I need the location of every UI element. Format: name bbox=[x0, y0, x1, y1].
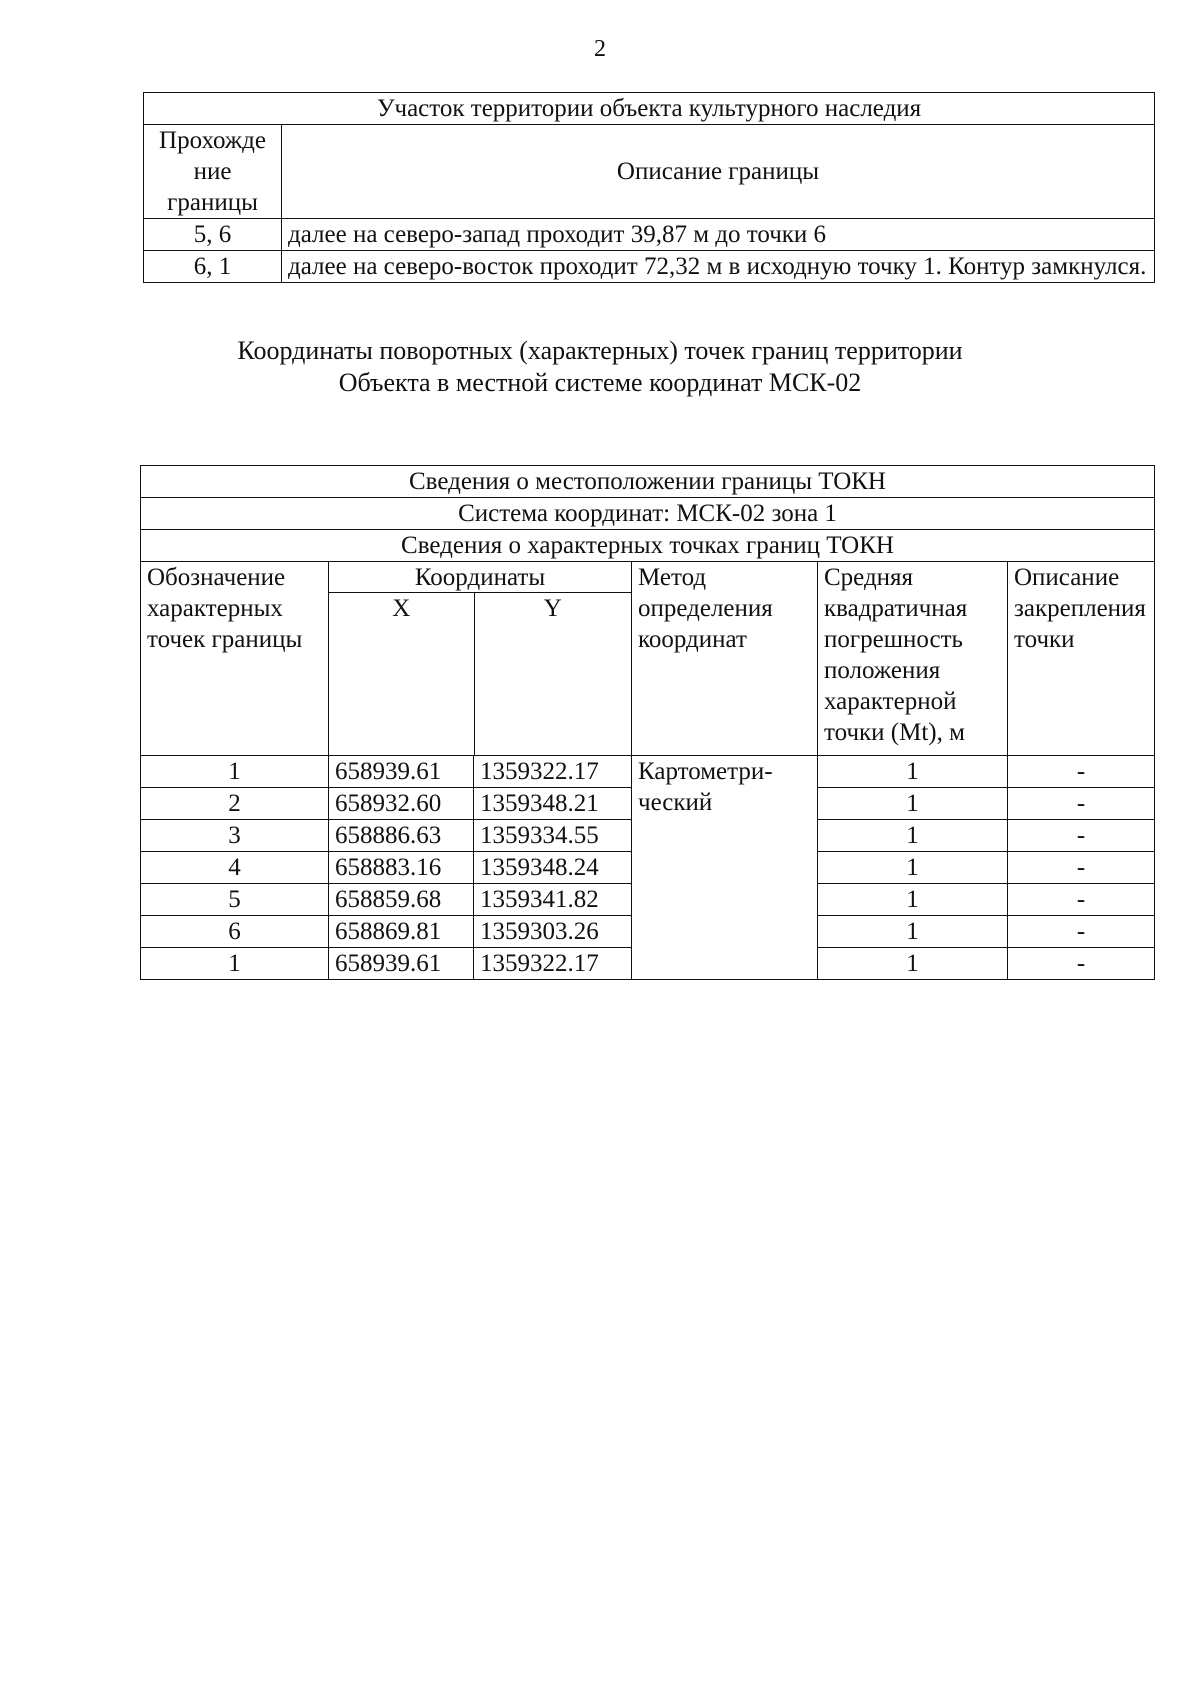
method-cell: Картометри-ческий bbox=[632, 756, 818, 980]
column-header-row bbox=[141, 562, 1155, 756]
y-cell: 1359322.17 bbox=[474, 756, 632, 788]
x-cell: 658939.61 bbox=[329, 948, 474, 980]
table-header-row bbox=[144, 125, 1155, 219]
table-row bbox=[144, 251, 1155, 283]
x-cell: 658939.61 bbox=[329, 756, 474, 788]
page-number: 2 bbox=[594, 36, 606, 62]
heading-row bbox=[141, 466, 1155, 498]
fixing-cell: - bbox=[1008, 916, 1155, 948]
table-row bbox=[144, 219, 1155, 251]
point-cell: 2 bbox=[141, 788, 329, 820]
column-header-method: Метод определения координат bbox=[632, 562, 818, 756]
point-cell: 1 bbox=[141, 948, 329, 980]
y-cell: 1359348.24 bbox=[474, 852, 632, 884]
table-heading-coordinate-system: Система координат: МСК-02 зона 1 bbox=[141, 498, 1155, 530]
table-heading-location: Сведения о местоположении границы ТОКН bbox=[141, 466, 1155, 498]
column-header-fixing: Описание закрепления точки bbox=[1008, 562, 1155, 756]
point-cell: 5 bbox=[141, 884, 329, 916]
error-cell: 1 bbox=[818, 916, 1008, 948]
table-title: Участок территории объекта культурного наследия bbox=[144, 93, 1155, 125]
column-header-y: Y bbox=[474, 593, 631, 756]
coordinates-table bbox=[140, 465, 1155, 980]
section-title-line-2: Объекта в местной системе координат МСК-02 bbox=[338, 368, 862, 397]
point-cell: 3 bbox=[141, 820, 329, 852]
error-cell: 1 bbox=[818, 788, 1008, 820]
y-cell: 1359303.26 bbox=[474, 916, 632, 948]
column-header-passage: Прохожде ние границы bbox=[144, 125, 282, 219]
x-cell: 658859.68 bbox=[329, 884, 474, 916]
coordinates-label: Координаты bbox=[414, 564, 546, 591]
column-header-coordinates bbox=[329, 562, 632, 756]
boundary-description-table bbox=[143, 92, 1155, 283]
error-cell: 1 bbox=[818, 884, 1008, 916]
table-heading-points: Сведения о характерных точках границ ТОКН bbox=[141, 530, 1155, 562]
description-cell: далее на северо-запад проходит 39,87 м до точки 6 bbox=[282, 219, 1155, 251]
error-cell: 1 bbox=[818, 948, 1008, 980]
coordinates-subheader bbox=[329, 592, 631, 755]
heading-row bbox=[141, 498, 1155, 530]
error-cell: 1 bbox=[818, 820, 1008, 852]
heading-row bbox=[141, 530, 1155, 562]
fixing-cell: - bbox=[1008, 852, 1155, 884]
column-header-error: Средняя квадратичная погрешность положения характерной точки (Mt), м bbox=[818, 562, 1008, 756]
point-cell: 4 bbox=[141, 852, 329, 884]
y-cell: 1359334.55 bbox=[474, 820, 632, 852]
y-cell: 1359348.21 bbox=[474, 788, 632, 820]
section-title-line-1: Координаты поворотных (характерных) точек границ территории bbox=[237, 336, 963, 365]
table-row bbox=[141, 756, 1155, 788]
x-cell: 658932.60 bbox=[329, 788, 474, 820]
fixing-cell: - bbox=[1008, 788, 1155, 820]
point-cell: 1 bbox=[141, 756, 329, 788]
fixing-cell: - bbox=[1008, 884, 1155, 916]
error-cell: 1 bbox=[818, 852, 1008, 884]
column-header-point: Обозначение характерных точек границы bbox=[141, 562, 329, 756]
x-cell: 658883.16 bbox=[329, 852, 474, 884]
x-cell: 658886.63 bbox=[329, 820, 474, 852]
passage-cell: 6, 1 bbox=[144, 251, 282, 283]
point-cell: 6 bbox=[141, 916, 329, 948]
description-cell: далее на северо-восток проходит 72,32 м в исходную точку 1. Контур замкнулся. bbox=[282, 251, 1155, 283]
y-cell: 1359341.82 bbox=[474, 884, 632, 916]
column-header-x: X bbox=[329, 593, 474, 756]
column-header-description: Описание границы bbox=[282, 125, 1155, 219]
fixing-cell: - bbox=[1008, 948, 1155, 980]
passage-cell: 5, 6 bbox=[144, 219, 282, 251]
fixing-cell: - bbox=[1008, 756, 1155, 788]
error-cell: 1 bbox=[818, 756, 1008, 788]
x-cell: 658869.81 bbox=[329, 916, 474, 948]
fixing-cell: - bbox=[1008, 820, 1155, 852]
y-cell: 1359322.17 bbox=[474, 948, 632, 980]
table-title-row bbox=[144, 93, 1155, 125]
